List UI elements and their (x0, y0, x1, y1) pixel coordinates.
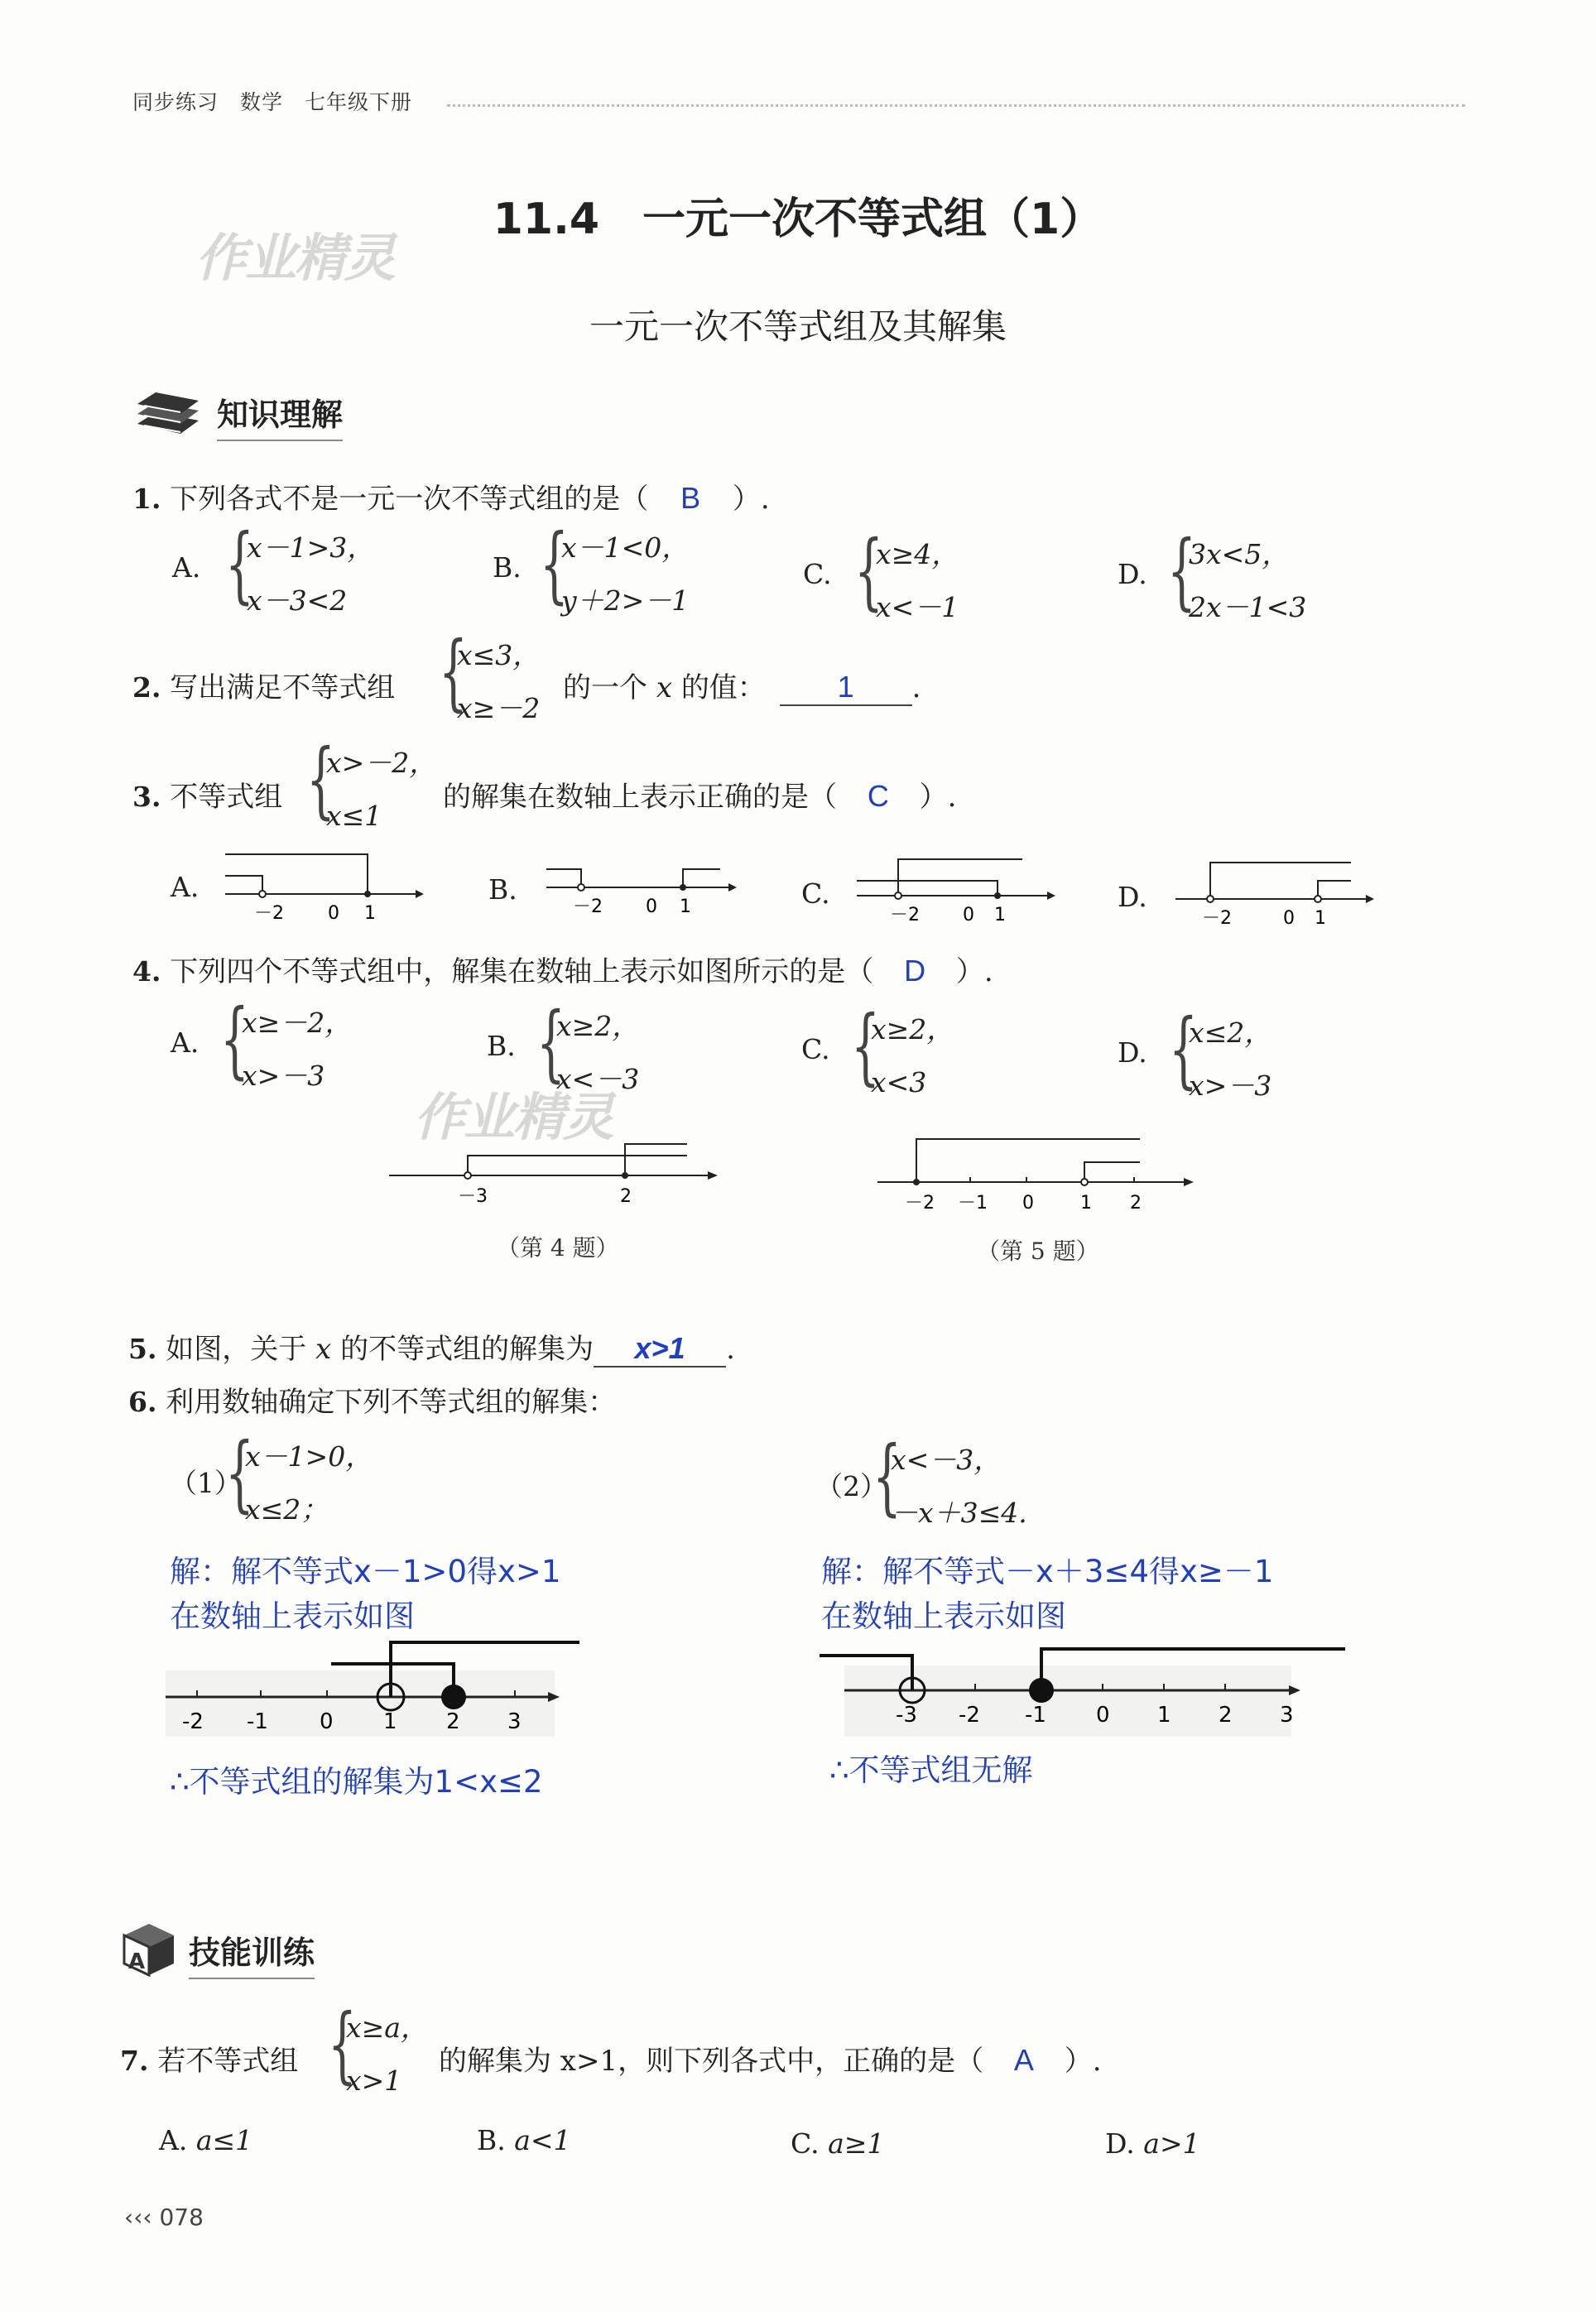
svg-text:－2: －2 (905, 1193, 935, 1214)
q6-part1-solution-line2: 在数轴上表示如图 (170, 1598, 415, 1634)
q3-option-c-numberline (848, 844, 1064, 927)
q6-part2-label: （2） (815, 1470, 887, 1502)
watermark: 作业精灵 (195, 228, 395, 288)
section-skill-title: 技能训练 (189, 1927, 315, 1979)
question-4-answer: D (904, 954, 926, 988)
q6-part2-solution-line2: 在数轴上表示如图 (821, 1598, 1066, 1634)
q6-part2-conclusion: ∴不等式组无解 (829, 1752, 1033, 1788)
svg-text:－2: －2 (890, 905, 920, 925)
question-2-tail: 的一个 x 的值： 1 . (563, 670, 921, 704)
page-number: ‹‹‹ 078 (124, 2204, 204, 2231)
svg-text:－2: －2 (254, 903, 284, 924)
svg-text:-1: -1 (247, 1709, 268, 1734)
question-5: 5. 如图，关于 x 的不等式组的解集为 x>1 . (128, 1331, 735, 1366)
q3-option-c-label: C. (801, 877, 830, 910)
svg-text:0: 0 (963, 905, 974, 925)
brace: { (306, 731, 335, 828)
q3-option-b-label: B. (488, 873, 517, 906)
svg-text:0: 0 (1022, 1193, 1034, 1214)
question-7-tail: 的解集为 x>1，则下列各式中，正确的是（ A ）. (439, 2043, 1102, 2078)
brace: { (328, 1996, 357, 2093)
question-7-answer: A (1013, 2043, 1034, 2077)
q6-part1-conclusion: ∴不等式组的解集为1<x≤2 (170, 1764, 543, 1800)
question-1-stem: 下列各式不是一元一次不等式组的是（ (170, 483, 649, 516)
q4-option-a-system: x≥－2， x>－3 (242, 1007, 353, 1092)
svg-text:1: 1 (383, 1709, 397, 1734)
question-3-answer: C (867, 779, 889, 813)
q4-option-a-label: A. (171, 1026, 200, 1059)
brace: { (439, 623, 468, 720)
q6-part2-solution-line1: 解：解不等式－x＋3≤4得x≥－1 (821, 1554, 1274, 1589)
q4-option-b-system: x≥2， x<－3 (556, 1010, 640, 1095)
q7-option-a: A. a≤1 (159, 2124, 253, 2156)
page-subtitle: 一元一次不等式组及其解集 (589, 306, 1007, 347)
figure-4-caption: （第 4 题） (497, 1234, 619, 1262)
svg-text:1: 1 (1080, 1193, 1092, 1214)
cube-icon (118, 1919, 180, 1978)
svg-text:0: 0 (320, 1709, 334, 1734)
q1-option-b-system: x－1<0， y＋2>－1 (561, 531, 690, 617)
brace: { (851, 997, 880, 1094)
book-header: 同步练习 数学 七年级下册 (132, 90, 413, 114)
q1-option-c-label: C. (803, 558, 832, 590)
question-2: 2. 写出满足不等式组 (132, 671, 396, 704)
svg-text:－1: －1 (958, 1193, 988, 1214)
q3-option-a-label: A. (171, 871, 200, 903)
brace: { (540, 516, 569, 613)
question-7-system: x≥a， x>1 (346, 2012, 428, 2097)
q6-part1-solution-line1: 解：解不等式x－1>0得x>1 (170, 1554, 561, 1589)
svg-text:0: 0 (1096, 1703, 1110, 1728)
books-icon (132, 381, 204, 439)
q6-part1-system: x－1>0， x≤2； (245, 1440, 373, 1526)
svg-text:－2: －2 (1202, 908, 1232, 927)
figure-5-numberline (873, 1126, 1204, 1217)
q6-part2-system: x<－3， －x＋3≤4. (891, 1444, 1027, 1529)
svg-text:1: 1 (1157, 1703, 1171, 1728)
q6-part2-numberline (820, 1639, 1349, 1738)
q7-option-c: C. a≥1 (791, 2127, 885, 2160)
question-3: 3. 不等式组 (132, 781, 283, 814)
section-knowledge-title: 知识理解 (217, 389, 343, 441)
page-title: 11.4 一元一次不等式组（1） (493, 195, 1103, 244)
q6-part1-numberline (166, 1637, 579, 1737)
svg-text:2: 2 (620, 1186, 632, 1207)
svg-text:1: 1 (994, 905, 1006, 925)
q1-option-c-system: x≥4， x<－1 (876, 538, 959, 623)
brace: { (225, 1425, 254, 1521)
svg-text:1: 1 (1315, 908, 1326, 927)
svg-text:3: 3 (1280, 1703, 1294, 1728)
q1-option-b-label: B. (493, 551, 522, 584)
brace: { (1169, 1001, 1198, 1098)
svg-text:2: 2 (1130, 1193, 1142, 1214)
brace: { (220, 991, 249, 1088)
brace: { (536, 994, 565, 1091)
q7-option-b: B. a<1 (477, 2124, 571, 2156)
brace: { (225, 516, 254, 613)
question-6: 6. 利用数轴确定下列不等式组的解集： (128, 1386, 617, 1419)
q1-option-d-system: 3x<5， 2x－1<3 (1189, 538, 1307, 623)
brace: { (873, 1428, 901, 1525)
question-3-tail: 的解集在数轴上表示正确的是（ C ）. (443, 779, 957, 814)
q4-option-d-label: D. (1118, 1036, 1147, 1069)
q3-option-a-numberline (217, 844, 424, 927)
q3-option-d-label: D. (1118, 881, 1147, 913)
q7-option-d: D. a>1 (1105, 2127, 1200, 2160)
question-7: 7. 若不等式组 (120, 2045, 299, 2078)
q4-option-c-system: x≥2， x<3 (871, 1013, 954, 1098)
brace: { (1167, 522, 1196, 619)
svg-text:1: 1 (680, 896, 691, 917)
svg-text:2: 2 (446, 1709, 460, 1734)
q3-option-d-numberline (1167, 844, 1382, 927)
q4-option-c-label: C. (801, 1033, 830, 1065)
svg-text:A: A (128, 1949, 146, 1974)
question-5-answer: x>1 (634, 1331, 685, 1365)
figure-4-numberline (385, 1134, 724, 1217)
svg-text:3: 3 (507, 1709, 522, 1734)
question-4: 4. 下列四个不等式组中，解集在数轴上表示如图所示的是（ D ）. (132, 954, 993, 988)
header-divider (447, 104, 1465, 107)
svg-text:-3: -3 (896, 1703, 917, 1728)
svg-text:0: 0 (646, 896, 657, 917)
svg-text:－2: －2 (573, 896, 603, 917)
question-3-system: x>－2， x≤1 (326, 747, 437, 832)
q3-option-b-numberline (538, 844, 745, 927)
svg-text:0: 0 (1283, 908, 1295, 927)
q4-option-b-label: B. (487, 1030, 516, 1062)
question-2-answer: 1 (837, 670, 854, 704)
q4-option-d-system: x≤2， x>－3 (1189, 1017, 1272, 1102)
q1-option-a-system: x－1>3， x－3<2 (247, 531, 375, 617)
q6-part1-label: （1） (170, 1467, 242, 1499)
watermark: 作业精灵 (414, 1087, 613, 1147)
q1-option-d-label: D. (1118, 558, 1147, 590)
svg-text:-2: -2 (182, 1709, 204, 1734)
svg-text:1: 1 (364, 903, 376, 924)
question-1: 1. 下列各式不是一元一次不等式组的是（ B ）. (132, 481, 770, 516)
figure-5-caption: （第 5 题） (977, 1238, 1099, 1265)
svg-text:－3: －3 (458, 1186, 488, 1207)
q1-option-a-label: A. (172, 551, 201, 584)
svg-text:2: 2 (1219, 1703, 1233, 1728)
question-2-system: x≤3， x≥－2 (457, 639, 541, 724)
svg-text:-1: -1 (1025, 1703, 1046, 1728)
brace: { (854, 522, 883, 619)
question-1-answer: B (680, 481, 701, 515)
svg-text:-2: -2 (959, 1703, 980, 1728)
svg-text:0: 0 (328, 903, 339, 924)
